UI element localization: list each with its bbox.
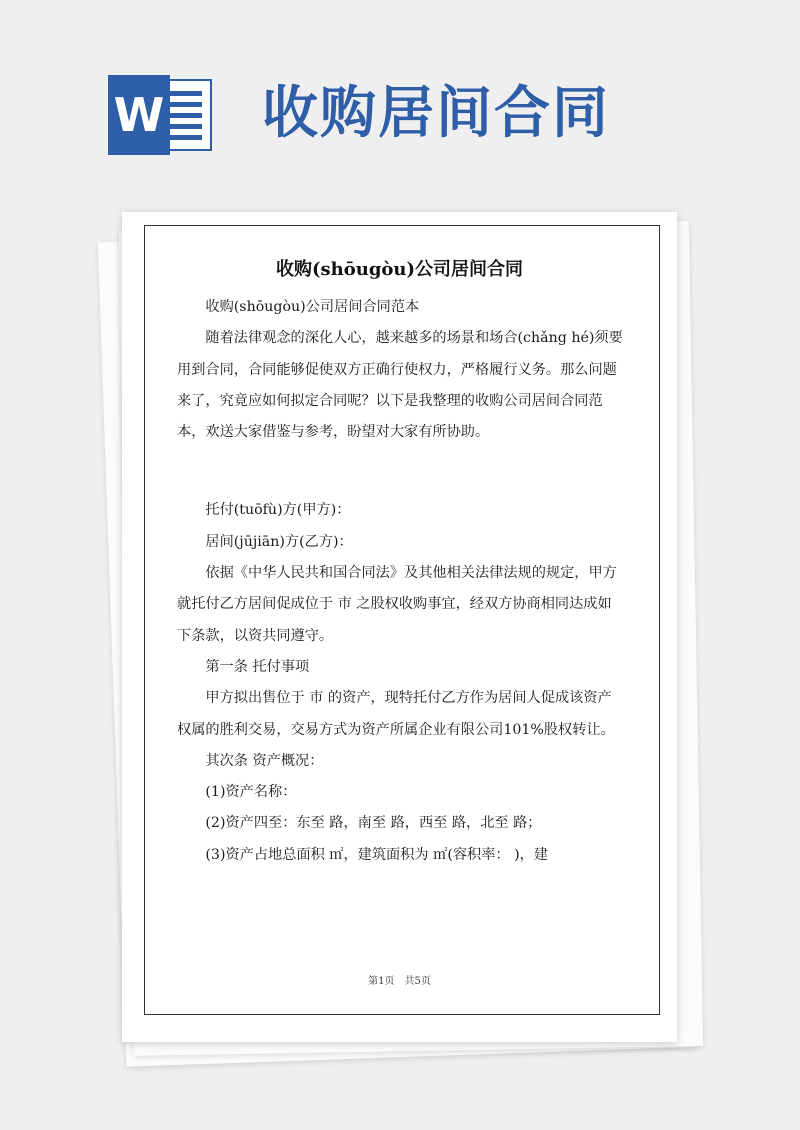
paragraph: 甲方拟出售位于 市 的资产，现特托付乙方作为居间人促成该资产权属的胜利交易，交易方式为资产所属企业有限公司101%股权转让。: [177, 690, 615, 738]
paragraph: 收购(shōugòu)公司居间合同范本: [205, 299, 420, 315]
document-body: [177, 292, 623, 871]
page-number: 第1页 共5页: [368, 976, 431, 987]
word-icon: [108, 75, 212, 155]
paragraph: (3)资产占地总面积 ㎡，建筑面积为 ㎡(容积率： )，建: [205, 846, 549, 863]
paragraph-spacer: [177, 448, 623, 495]
paragraph: (2)资产四至：东至 路，南至 路，西至 路，北至 路；: [205, 815, 542, 832]
document-title: 收购(shōugòu)公司居间合同: [275, 259, 524, 280]
paragraph: 第一条 托付事项: [205, 658, 310, 675]
paragraph: 随着法律观念的深化人心，越来越多的场景和场合(chǎng hé)须要用到合同，合同能够促使双方正确行使权力，严格履行义务。那么问题来了，究竟应如何拟定合同呢？以下是我整理的收购公司居间合同范本，欢送大家借鉴与参考，盼望对大家有所协助。: [177, 330, 623, 441]
document-page: [122, 212, 677, 1042]
word-icon-letter: W: [108, 75, 170, 155]
banner-title: 收购居间合同: [262, 81, 610, 146]
paragraph: (1)资产名称：: [205, 784, 297, 801]
paragraph: 居间(jūjiān)方(乙方)：: [205, 533, 353, 550]
paragraph: 其次条 资产概况：: [205, 752, 324, 769]
paragraph: 依据《中华人民共和国合同法》及其他相关法律法规的规定，甲方就托付乙方居间促成位于 市 之股权收购事宜，经双方协商相同达成如下条款，以资共同遵守。: [177, 565, 617, 644]
paragraph: 托付(tuōfù)方(甲方)：: [205, 502, 351, 519]
banner: [0, 0, 800, 200]
